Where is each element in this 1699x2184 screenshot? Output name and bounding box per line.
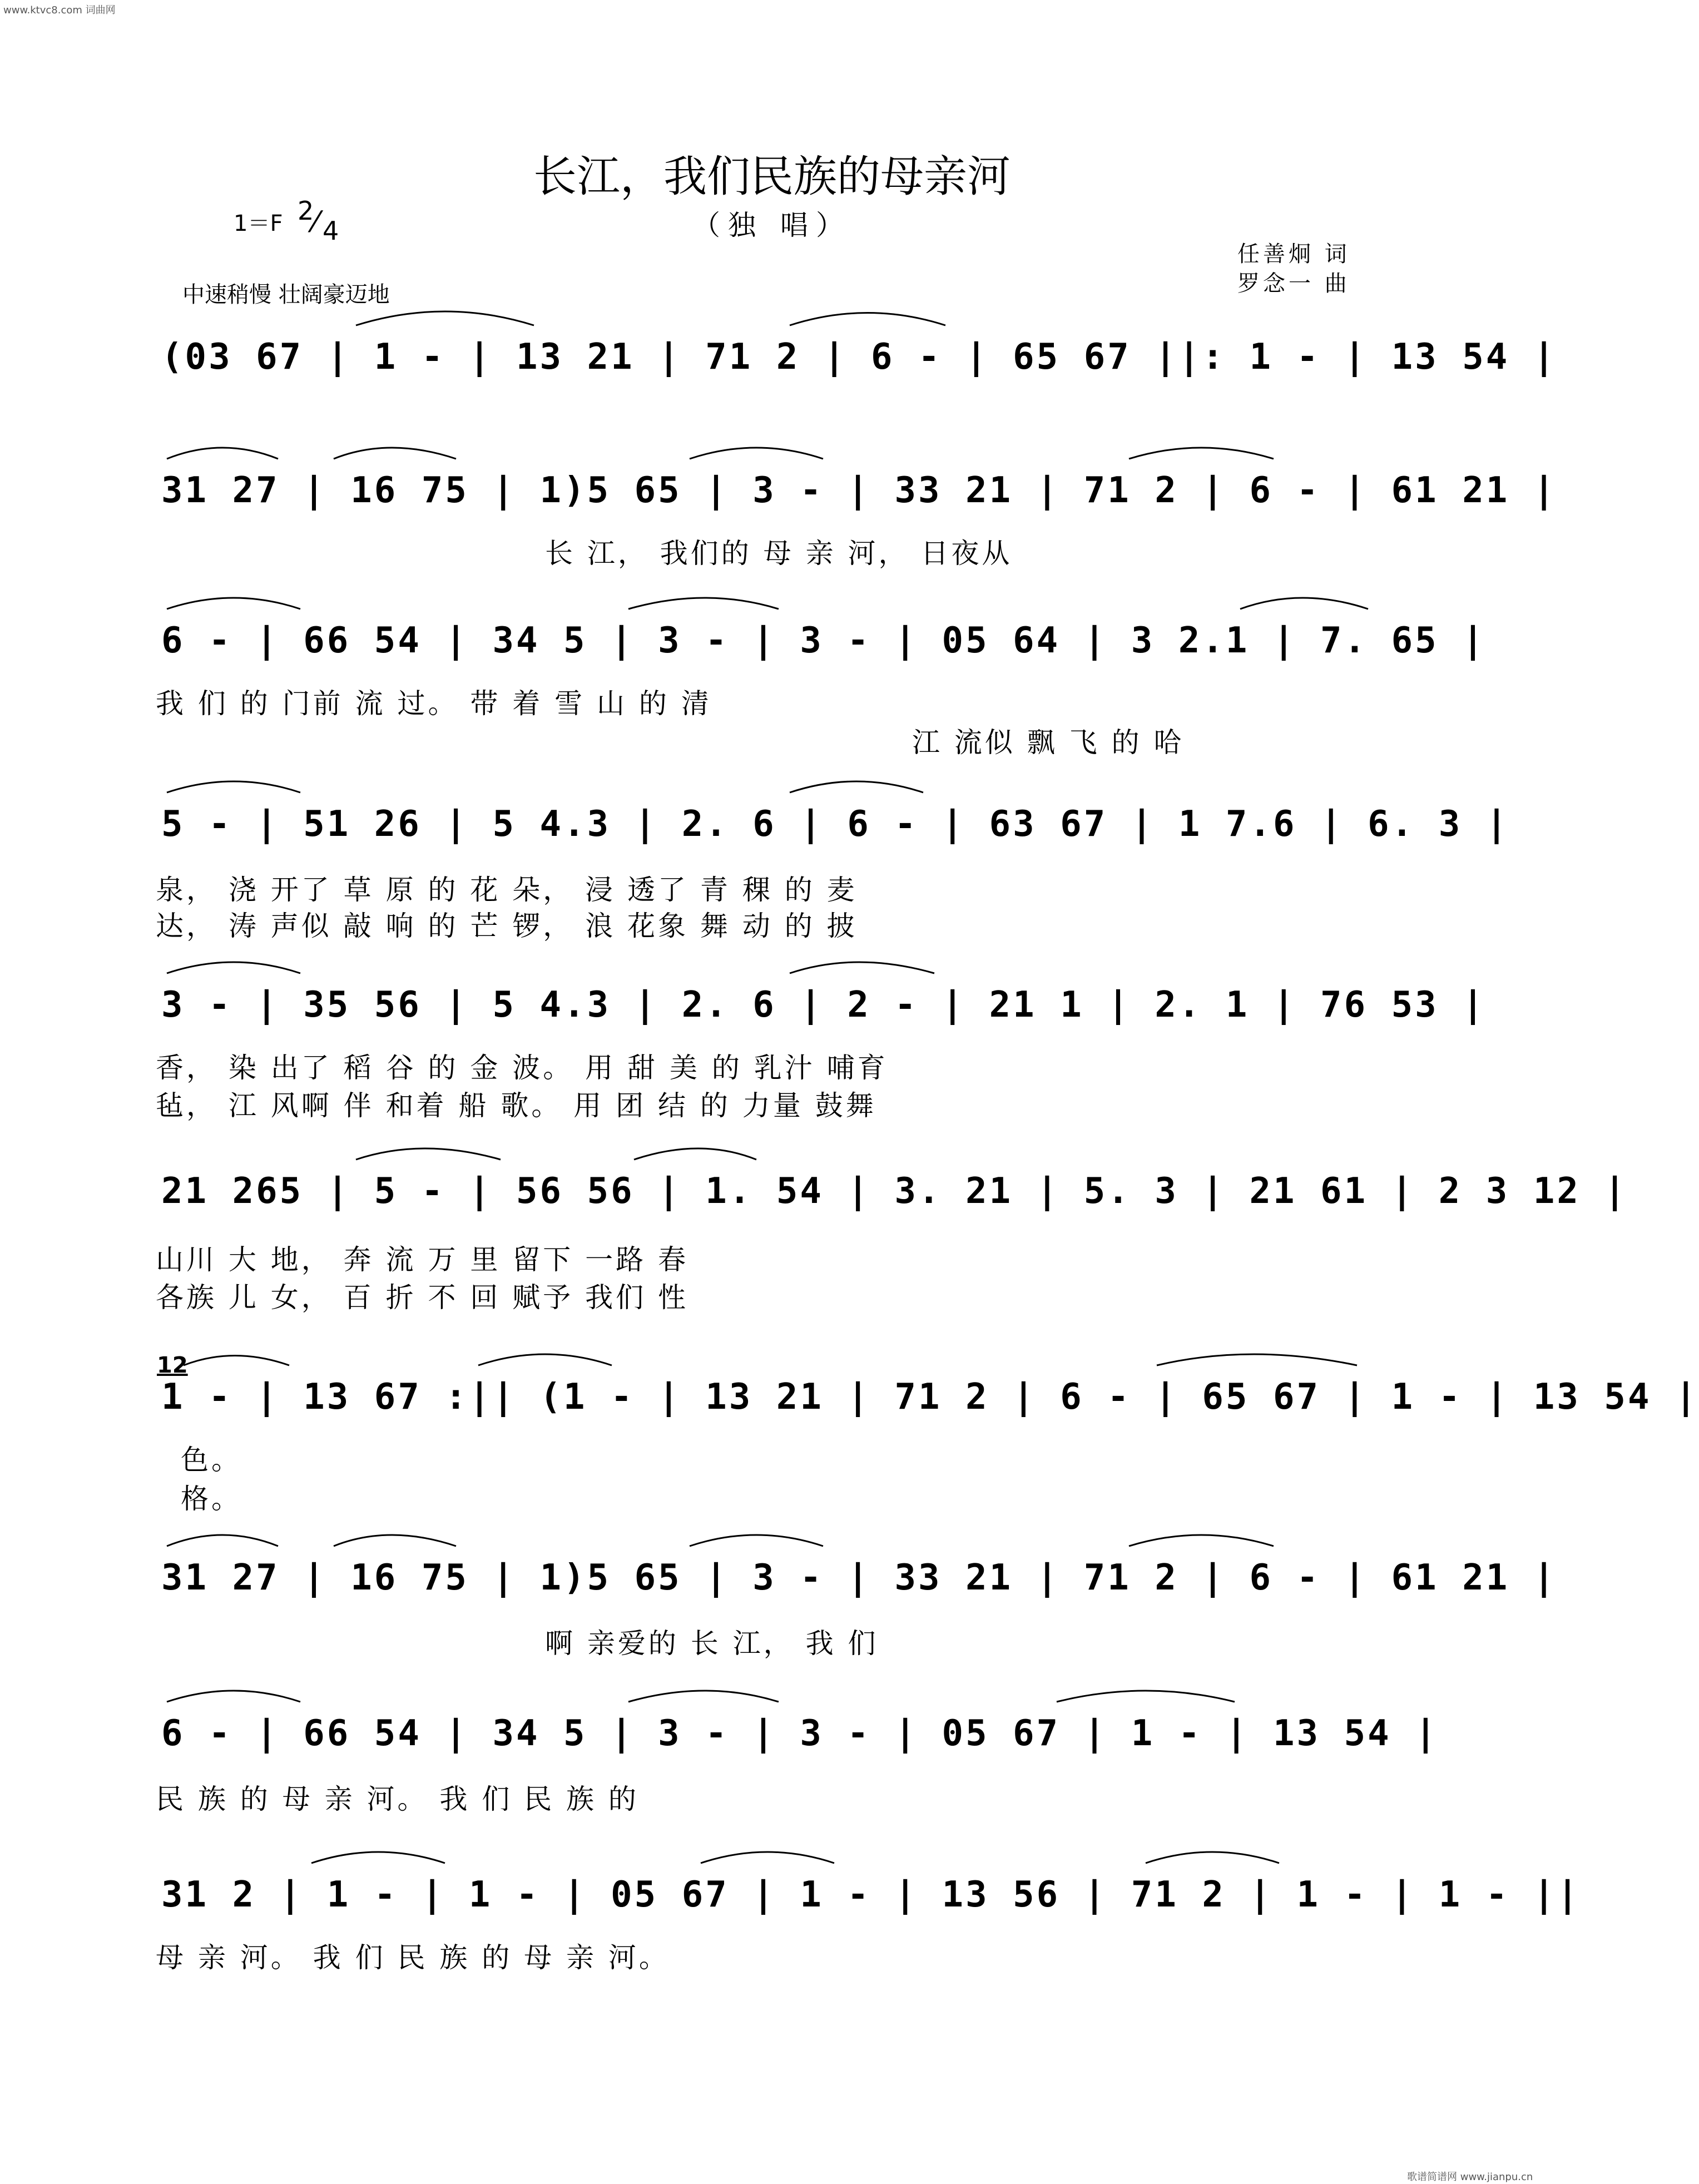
slur-arc bbox=[356, 1148, 501, 1160]
slur-arc bbox=[790, 781, 923, 793]
score-line: 31 27 | 16 75 | 1)5 65 | 3 - | 33 21 | 71 2 | 6 - | 61 21 | bbox=[161, 1557, 1557, 1598]
slur-arc bbox=[701, 1852, 834, 1863]
key-signature: 1＝F bbox=[234, 211, 283, 236]
slur-arc bbox=[167, 1691, 300, 1702]
slur-arc bbox=[628, 598, 779, 609]
slur-arc bbox=[167, 1535, 278, 1546]
lyric-line: 母 亲 河。 我 们 民 族 的 母 亲 河。 bbox=[156, 1942, 670, 1974]
slur-arc bbox=[790, 313, 945, 326]
lyric-line: 各族 儿 女， 百 折 不 回 赋予 我们 性 bbox=[156, 1281, 689, 1314]
watermark-bottom: 歌谱简谱网 www.jianpu.cn bbox=[1407, 2171, 1533, 2183]
slur-arc bbox=[167, 448, 278, 459]
slur-arc bbox=[1129, 1535, 1274, 1546]
score-line: 21 265 | 5 - | 56 56 | 1. 54 | 3. 21 | 5. 3 | 21 61 | 2 3 12 | bbox=[161, 1171, 1628, 1212]
time-signature-top: 2 bbox=[298, 196, 314, 226]
lyric-line: 山川 大 地， 奔 流 万 里 留下 一路 春 bbox=[156, 1244, 689, 1276]
lyric-line: 长 江， 我们的 母 亲 河， 日夜从 bbox=[545, 537, 1013, 569]
lyric-line: 江 流似 飘 飞 的 哈 bbox=[912, 726, 1185, 759]
slur-arc bbox=[167, 781, 300, 793]
slur-arc bbox=[628, 1691, 779, 1702]
song-subtitle: （独 唱） bbox=[692, 209, 851, 241]
slur-arc bbox=[790, 962, 934, 973]
lyric-line: 香， 染 出了 稻 谷 的 金 波。 用 甜 美 的 乳汁 哺育 bbox=[156, 1052, 888, 1084]
song-title: 长江，我们民族的母亲河 bbox=[533, 152, 1011, 202]
slur-arc bbox=[1240, 598, 1368, 609]
slur-arc bbox=[690, 448, 823, 459]
slur-arc bbox=[167, 962, 300, 973]
slur-arc bbox=[311, 1852, 445, 1863]
score-line: 31 2 | 1 - | 1 - | 05 67 | 1 - | 13 56 | 71 2 | 1 - | 1 - || bbox=[161, 1874, 1581, 1915]
slur-arc bbox=[690, 1535, 823, 1546]
slur-arc bbox=[1129, 448, 1274, 459]
score-line: 6 - | 66 54 | 34 5 | 3 - | 3 - | 05 67 | 1 - | 13 54 | bbox=[161, 1713, 1439, 1754]
lyric-line: 色。 bbox=[181, 1444, 242, 1476]
slur-arc bbox=[184, 1356, 289, 1366]
ending-marker: 12 bbox=[157, 1353, 188, 1378]
lyric-line: 格。 bbox=[181, 1483, 242, 1515]
tempo-marking: 中速稍慢 壮阔豪迈地 bbox=[182, 282, 390, 308]
slur-arc bbox=[167, 598, 300, 609]
lyric-line: 毡， 江 风啊 伴 和着 船 歌。 用 团 结 的 力量 鼓舞 bbox=[156, 1089, 876, 1122]
lyric-line: 啊 亲爱的 长 江， 我 们 bbox=[545, 1627, 879, 1660]
slur-arc bbox=[356, 311, 534, 325]
slur-arc bbox=[634, 1148, 756, 1160]
score-line: 1 - | 13 67 :|| (1 - | 13 21 | 71 2 | 6 - | 65 67 | 1 - | 13 54 | bbox=[161, 1376, 1699, 1418]
time-signature-slash: ⁄ bbox=[313, 206, 318, 239]
lyric-line: 我 们 的 门前 流 过。 带 着 雪 山 的 清 bbox=[156, 687, 712, 720]
score-line: 31 27 | 16 75 | 1)5 65 | 3 - | 33 21 | 71 2 | 6 - | 61 21 | bbox=[161, 470, 1557, 511]
lyricist-credit: 任善炯 词 bbox=[1237, 241, 1350, 267]
time-signature-bottom: 4 bbox=[323, 216, 339, 246]
lyric-line: 达， 涛 声似 敲 响 的 芒 锣， 浪 花象 舞 动 的 披 bbox=[156, 910, 858, 942]
lyric-line: 民 族 的 母 亲 河。 我 们 民 族 的 bbox=[156, 1783, 639, 1815]
score-line: 5 - | 51 26 | 5 4.3 | 2. 6 | 6 - | 63 67 | 1 7.6 | 6. 3 | bbox=[161, 804, 1510, 845]
watermark-top: www.ktvc8.com 词曲网 bbox=[3, 4, 116, 16]
slur-arc bbox=[1146, 1852, 1279, 1863]
slur-arc bbox=[1057, 1691, 1235, 1702]
slur-arc bbox=[1157, 1354, 1357, 1365]
lyric-line: 泉， 浇 开了 草 原 的 花 朵， 浸 透了 青 稞 的 麦 bbox=[156, 874, 858, 906]
score-line: 3 - | 35 56 | 5 4.3 | 2. 6 | 2 - | 21 1 | 2. 1 | 76 53 | bbox=[161, 984, 1486, 1026]
slur-arc bbox=[334, 448, 456, 459]
slur-arc bbox=[478, 1354, 612, 1365]
score-line: 6 - | 66 54 | 34 5 | 3 - | 3 - | 05 64 | 3 2.1 | 7. 65 | bbox=[161, 620, 1486, 661]
slur-arc bbox=[334, 1535, 456, 1546]
composer-credit: 罗念一 曲 bbox=[1237, 271, 1350, 296]
score-line: (03 67 | 1 - | 13 21 | 71 2 | 6 - | 65 67 ||: 1 - | 13 54 | bbox=[161, 336, 1557, 378]
